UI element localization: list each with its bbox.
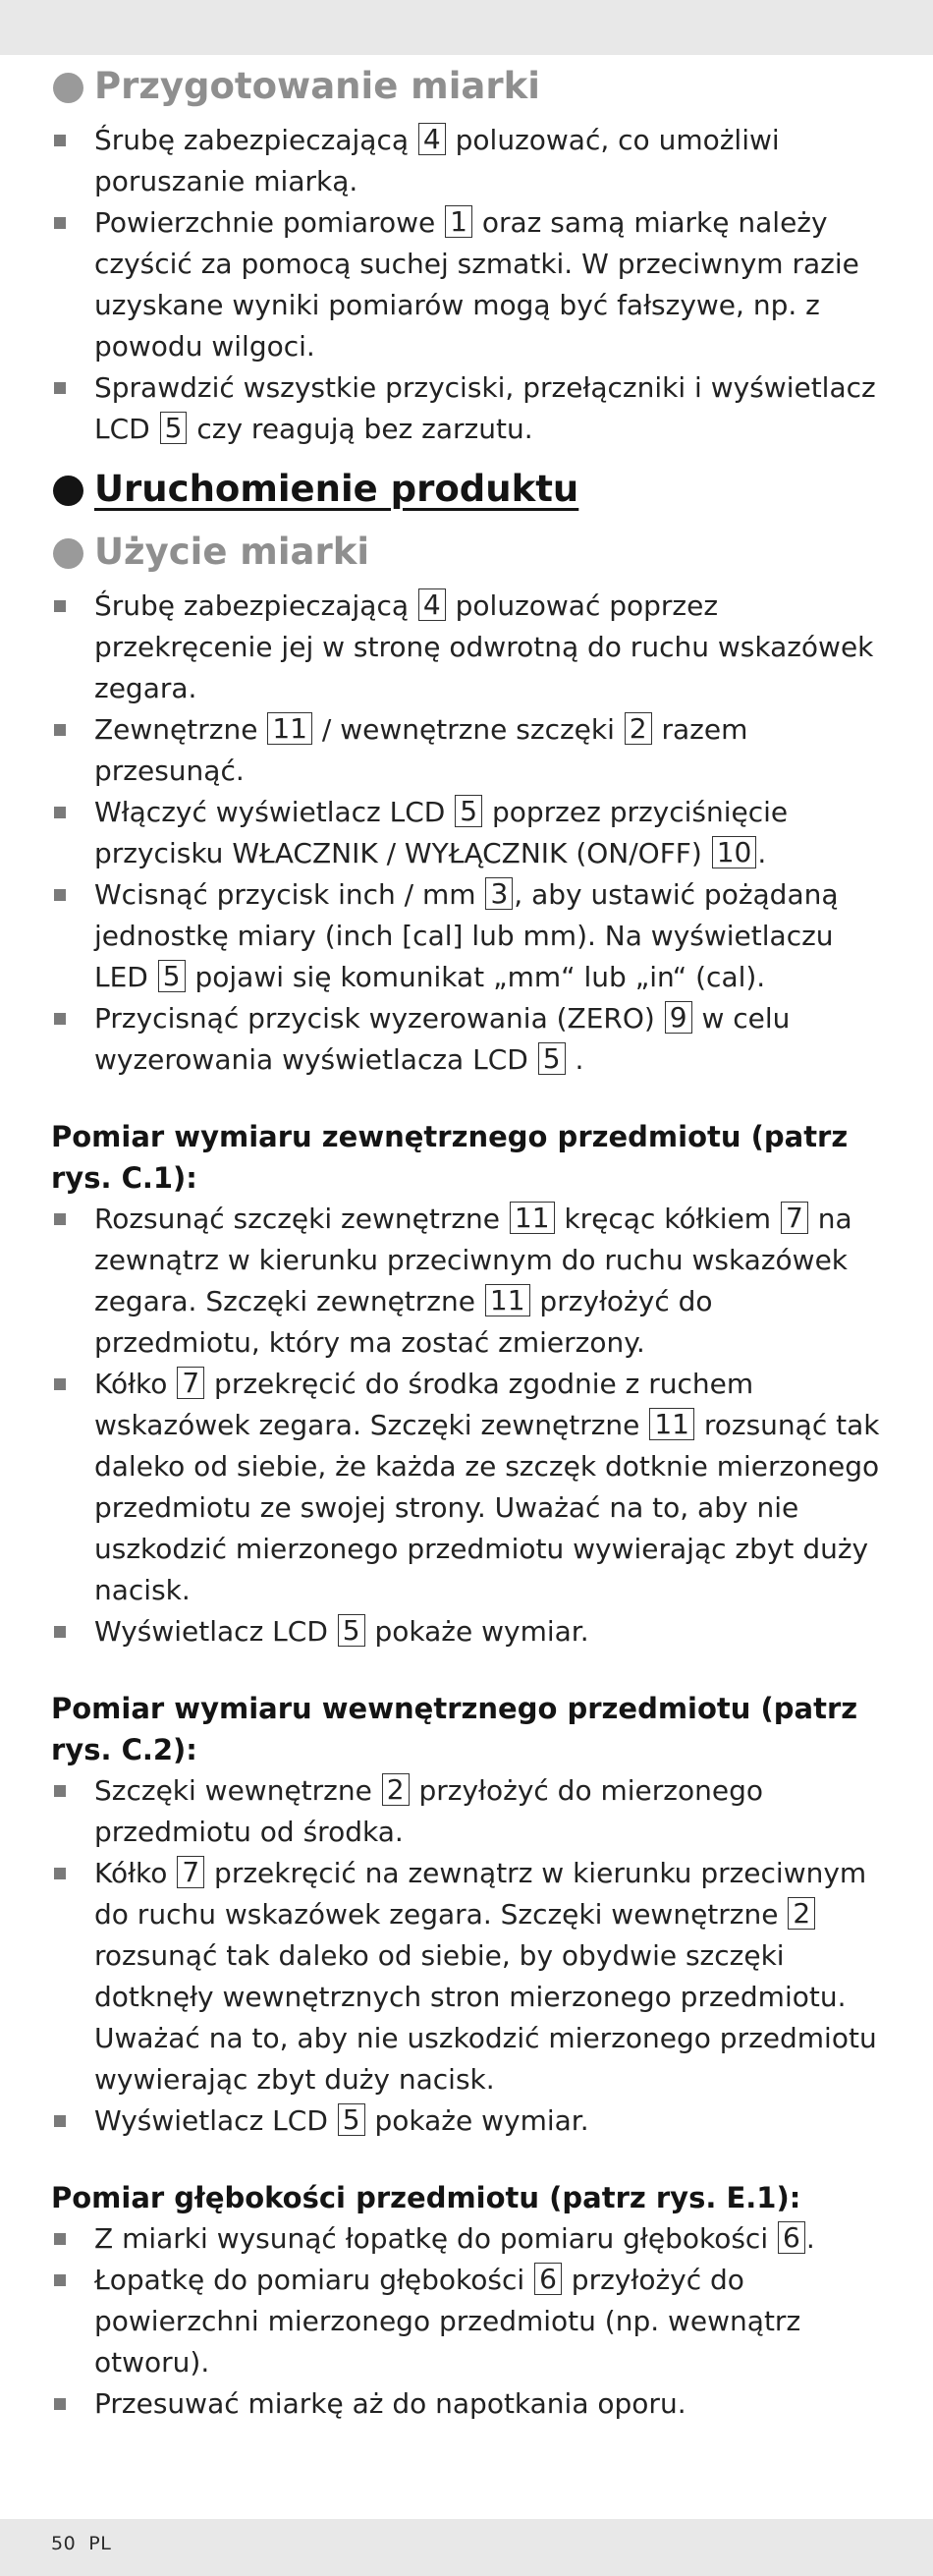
part-reference-badge: 7 bbox=[177, 1856, 204, 1888]
part-reference-badge: 11 bbox=[485, 1284, 530, 1316]
bullet-dot-icon bbox=[53, 73, 83, 103]
list-item bbox=[51, 202, 886, 367]
preparation-list bbox=[51, 120, 886, 450]
square-bullet-icon bbox=[54, 807, 66, 818]
page-content bbox=[51, 61, 886, 2425]
part-reference-badge: 5 bbox=[160, 412, 188, 444]
text: na zewnątrz w kierunku przeciwnym do ruchu wskazówek zegara. Szczęki zewnętrzne bbox=[94, 1203, 852, 1317]
square-bullet-icon bbox=[54, 1868, 66, 1879]
page-footer bbox=[51, 2533, 111, 2554]
part-reference-badge: 4 bbox=[418, 123, 446, 155]
square-bullet-icon bbox=[54, 1013, 66, 1025]
part-reference-badge: 2 bbox=[788, 1897, 815, 1930]
subheading-external-measurement: Pomiar wymiaru zewnętrznego przedmiotu (patrz rys. C.1): bbox=[51, 1120, 849, 1195]
list-item bbox=[51, 367, 886, 450]
list-item bbox=[51, 1364, 886, 1611]
square-bullet-icon bbox=[54, 135, 66, 146]
square-bullet-icon bbox=[54, 382, 66, 394]
text: Włączyć wyświetlacz LCD bbox=[94, 796, 455, 828]
list-item bbox=[51, 120, 886, 202]
part-reference-badge: 6 bbox=[534, 2263, 562, 2295]
text: / wewnętrzne szczęki bbox=[312, 713, 624, 746]
text: rozsunąć tak daleko od siebie, że każda ze szczęk dotknie mierzonego przedmiotu ze swojej strony. Uważać na to, aby nie uszkodzić mierzonego przedmiotu wywierając zbyt duży nacisk. bbox=[94, 1409, 880, 1606]
usage-list bbox=[51, 586, 886, 1081]
external-measurement-list bbox=[51, 1199, 886, 1652]
part-reference-badge: 10 bbox=[712, 836, 757, 868]
part-reference-badge: 5 bbox=[338, 2103, 365, 2136]
text: przyłożyć do powierzchni mierzonego przedmiotu (np. wewnątrz otworu). bbox=[94, 2264, 801, 2379]
text: . bbox=[805, 2222, 815, 2255]
list-item bbox=[51, 2100, 886, 2142]
heading-text: Przygotowanie miarki bbox=[94, 65, 540, 107]
subheading-internal-measurement: Pomiar wymiaru wewnętrznego przedmiotu (patrz rys. C.2): bbox=[51, 1692, 858, 1766]
list-item bbox=[51, 2218, 886, 2260]
text: pokaże wymiar. bbox=[365, 1615, 589, 1648]
text: Przycisnąć przycisk wyzerowania (ZERO) bbox=[94, 1002, 664, 1035]
heading-text: Użycie miarki bbox=[94, 531, 370, 573]
list-item bbox=[51, 1611, 886, 1652]
section-heading-usage bbox=[51, 527, 886, 578]
text: Wyświetlacz LCD bbox=[94, 2104, 337, 2137]
part-reference-badge: 11 bbox=[510, 1202, 555, 1234]
text: poprzez przyciśnięcie przycisku WŁACZNIK / WYŁĄCZNIK (ON/OFF) bbox=[94, 796, 789, 869]
square-bullet-icon bbox=[54, 2233, 66, 2245]
part-reference-badge: 3 bbox=[485, 877, 513, 910]
list-item bbox=[51, 998, 886, 1081]
text: Z miarki wysunąć łopatkę do pomiaru głębokości bbox=[94, 2222, 777, 2255]
list-item bbox=[51, 2260, 886, 2383]
part-reference-badge: 6 bbox=[778, 2221, 805, 2254]
text: kręcąc kółkiem bbox=[555, 1203, 780, 1235]
text: Śrubę zabezpieczającą bbox=[94, 124, 417, 156]
part-reference-badge: 2 bbox=[625, 712, 652, 745]
depth-measurement-list bbox=[51, 2218, 886, 2425]
part-reference-badge: 11 bbox=[649, 1408, 694, 1440]
part-reference-badge: 5 bbox=[338, 1614, 365, 1647]
list-item bbox=[51, 1853, 886, 2100]
footer-band bbox=[0, 2519, 933, 2576]
list-item bbox=[51, 586, 886, 709]
text: . bbox=[566, 1043, 584, 1076]
text: Powierzchnie pomiarowe bbox=[94, 206, 445, 239]
list-item bbox=[51, 1770, 886, 1853]
text: Wyświetlacz LCD bbox=[94, 1615, 337, 1648]
text: poluzować poprzez przekręcenie jej w stronę odwrotną do ruchu wskazówek zegara. bbox=[94, 589, 874, 704]
part-reference-badge: 2 bbox=[382, 1773, 410, 1806]
part-reference-badge: 7 bbox=[781, 1202, 808, 1234]
square-bullet-icon bbox=[54, 1378, 66, 1390]
square-bullet-icon bbox=[54, 1785, 66, 1797]
square-bullet-icon bbox=[54, 1626, 66, 1638]
text: pokaże wymiar. bbox=[365, 2104, 589, 2137]
square-bullet-icon bbox=[54, 600, 66, 612]
text: Szczęki wewnętrzne bbox=[94, 1774, 381, 1807]
bullet-dot-icon bbox=[53, 476, 83, 506]
text: Wcisnąć przycisk inch / mm bbox=[94, 878, 485, 911]
part-reference-badge: 5 bbox=[538, 1042, 566, 1075]
square-bullet-icon bbox=[54, 2274, 66, 2286]
internal-measurement-list bbox=[51, 1770, 886, 2142]
part-reference-badge: 11 bbox=[267, 712, 312, 745]
square-bullet-icon bbox=[54, 889, 66, 901]
text: Łopatkę do pomiaru głębokości bbox=[94, 2264, 534, 2296]
part-reference-badge: 5 bbox=[158, 960, 186, 992]
top-margin-band bbox=[0, 0, 933, 55]
text: Kółko bbox=[94, 1368, 177, 1400]
text: Kółko bbox=[94, 1857, 177, 1889]
text: przekręcić do środka zgodnie z ruchem wskazówek zegara. Szczęki zewnętrzne bbox=[94, 1368, 754, 1441]
text: w celu wyzerowania wyświetlacza LCD bbox=[94, 1002, 791, 1076]
list-item bbox=[51, 709, 886, 792]
heading-text: Uruchomienie produktu bbox=[94, 468, 579, 510]
square-bullet-icon bbox=[54, 2115, 66, 2127]
section-heading-operation bbox=[51, 464, 886, 515]
text: przekręcić na zewnątrz w kierunku przeciwnym do ruchu wskazówek zegara. Szczęki wewnętrzne bbox=[94, 1857, 867, 1931]
subheading-depth-measurement: Pomiar głębokości przedmiotu (patrz rys. E.1): bbox=[51, 2181, 801, 2214]
list-item bbox=[51, 792, 886, 874]
part-reference-badge: 5 bbox=[455, 795, 482, 827]
text: Rozsunąć szczęki zewnętrzne bbox=[94, 1203, 509, 1235]
text: Zewnętrzne bbox=[94, 713, 267, 746]
section-heading-preparation bbox=[51, 61, 886, 112]
text: razem przesunąć. bbox=[94, 713, 748, 787]
text: . bbox=[757, 837, 767, 869]
text: Przesuwać miarkę aż do napotkania oporu. bbox=[94, 2387, 686, 2420]
language-code: PL bbox=[88, 2533, 112, 2554]
text: przyłożyć do mierzonego przedmiotu od środka. bbox=[94, 1774, 763, 1848]
part-reference-badge: 7 bbox=[177, 1367, 204, 1399]
list-item bbox=[51, 874, 886, 998]
text: Śrubę zabezpieczającą bbox=[94, 589, 417, 622]
text: pojawi się komunikat „mm“ lub „in“ (cal). bbox=[186, 961, 766, 993]
list-item bbox=[51, 2383, 886, 2425]
text: rozsunąć tak daleko od siebie, by obydwie szczęki dotknęły wewnętrznych stron mierzonego przedmiotu. Uważać na to, aby nie uszkodzić mierzonego przedmiotu wywierając zbyt duży nacisk. bbox=[94, 1939, 877, 2096]
part-reference-badge: 1 bbox=[445, 205, 472, 238]
bullet-dot-icon bbox=[53, 538, 83, 569]
square-bullet-icon bbox=[54, 217, 66, 229]
list-item bbox=[51, 1199, 886, 1364]
text: , aby ustawić pożądaną jednostkę miary (inch [cal] lub mm). Na wyświetlaczu LED bbox=[94, 878, 839, 993]
text: oraz samą miarkę należy czyścić za pomocą suchej szmatki. W przeciwnym razie uzyskane wyniki pomiarów mogą być fałszywe, np. z powodu wilgoci. bbox=[94, 206, 859, 363]
part-reference-badge: 4 bbox=[418, 588, 446, 621]
part-reference-badge: 9 bbox=[665, 1001, 692, 1034]
text: przyłożyć do przedmiotu, który ma zostać zmierzony. bbox=[94, 1285, 713, 1359]
page-number: 50 bbox=[51, 2533, 77, 2554]
text: poluzować, co umożliwi poruszanie miarką. bbox=[94, 124, 780, 197]
square-bullet-icon bbox=[54, 2398, 66, 2410]
text: Sprawdzić wszystkie przyciski, przełączniki i wyświetlacz LCD bbox=[94, 371, 876, 445]
text: czy reagują bez zarzutu. bbox=[188, 413, 533, 445]
square-bullet-icon bbox=[54, 724, 66, 736]
square-bullet-icon bbox=[54, 1213, 66, 1225]
